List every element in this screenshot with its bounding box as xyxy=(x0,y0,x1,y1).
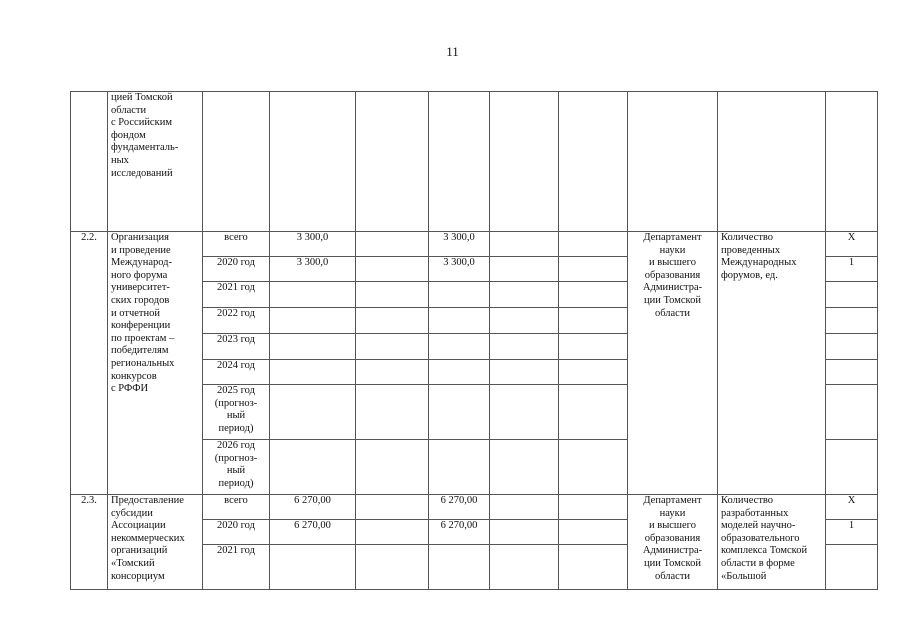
empty-cell xyxy=(826,92,878,232)
empty-cell xyxy=(356,92,429,232)
indicator-cell: Количество разработанных моделей научно- образовательного комплекса Томской области в форме «Большой xyxy=(718,495,826,590)
table-row xyxy=(71,92,878,232)
empty-cell xyxy=(490,282,559,308)
regional-budget-cell xyxy=(429,360,490,385)
empty-cell xyxy=(490,440,559,495)
empty-cell xyxy=(559,385,628,440)
empty-cell xyxy=(490,495,559,520)
empty-cell xyxy=(559,440,628,495)
empty-cell xyxy=(356,440,429,495)
year-cell: 2021 год xyxy=(203,545,270,590)
target-value-cell xyxy=(826,308,878,334)
row-number-cell xyxy=(71,92,108,232)
year-cell: 2023 год xyxy=(203,334,270,360)
empty-cell xyxy=(356,282,429,308)
total-funding-cell xyxy=(270,334,356,360)
year-cell: 2020 год xyxy=(203,257,270,282)
total-funding-cell: 3 300,0 xyxy=(270,257,356,282)
empty-cell xyxy=(559,495,628,520)
row-number-cell: 2.2. xyxy=(71,232,108,495)
department-cell: Департамент науки и высшего образования Администра- ции Томской области xyxy=(628,495,718,590)
empty-cell xyxy=(559,92,628,232)
event-name-cell: Предоставление субсидии Ассоциации некоммерческих организаций «Томский консорциум xyxy=(108,495,203,590)
table-row xyxy=(71,495,878,520)
regional-budget-cell: 6 270,00 xyxy=(429,520,490,545)
budget-table xyxy=(70,91,878,590)
total-funding-cell xyxy=(270,545,356,590)
empty-cell xyxy=(356,232,429,257)
empty-cell xyxy=(429,92,490,232)
empty-cell xyxy=(559,308,628,334)
target-value-cell: X xyxy=(826,232,878,257)
department-cell: Департамент науки и высшего образования Администра- ции Томской области xyxy=(628,232,718,495)
empty-cell xyxy=(356,385,429,440)
year-cell: всего xyxy=(203,495,270,520)
year-cell: 2022 год xyxy=(203,308,270,334)
target-value-cell xyxy=(826,385,878,440)
year-cell: 2020 год xyxy=(203,520,270,545)
empty-cell xyxy=(559,520,628,545)
empty-cell xyxy=(490,334,559,360)
row-number-cell: 2.3. xyxy=(71,495,108,590)
empty-cell xyxy=(559,360,628,385)
total-funding-cell xyxy=(270,308,356,334)
regional-budget-cell xyxy=(429,440,490,495)
target-value-cell: 1 xyxy=(826,520,878,545)
event-name-cell: цией Томской области с Российским фондом фундаменталь- ных исследований xyxy=(108,92,203,232)
empty-cell xyxy=(270,92,356,232)
empty-cell xyxy=(490,232,559,257)
target-value-cell xyxy=(826,440,878,495)
regional-budget-cell: 6 270,00 xyxy=(429,495,490,520)
total-funding-cell xyxy=(270,385,356,440)
table-row xyxy=(71,232,878,257)
target-value-cell: X xyxy=(826,495,878,520)
target-value-cell xyxy=(826,334,878,360)
empty-cell xyxy=(559,282,628,308)
empty-cell xyxy=(718,92,826,232)
empty-cell xyxy=(356,334,429,360)
regional-budget-cell: 3 300,0 xyxy=(429,257,490,282)
total-funding-cell: 6 270,00 xyxy=(270,495,356,520)
regional-budget-cell xyxy=(429,282,490,308)
target-value-cell: 1 xyxy=(826,257,878,282)
year-cell: 2024 год xyxy=(203,360,270,385)
empty-cell xyxy=(356,360,429,385)
empty-cell xyxy=(356,520,429,545)
empty-cell xyxy=(490,545,559,590)
empty-cell xyxy=(490,385,559,440)
empty-cell xyxy=(628,92,718,232)
year-cell: 2026 год (прогноз- ный период) xyxy=(203,440,270,495)
empty-cell xyxy=(356,545,429,590)
total-funding-cell xyxy=(270,282,356,308)
empty-cell xyxy=(356,308,429,334)
total-funding-cell: 3 300,0 xyxy=(270,232,356,257)
regional-budget-cell xyxy=(429,545,490,590)
empty-cell xyxy=(559,257,628,282)
regional-budget-cell xyxy=(429,308,490,334)
empty-cell xyxy=(356,257,429,282)
year-cell: 2025 год (прогноз- ный период) xyxy=(203,385,270,440)
regional-budget-cell: 3 300,0 xyxy=(429,232,490,257)
empty-cell xyxy=(559,545,628,590)
year-cell: всего xyxy=(203,232,270,257)
indicator-cell: Количество проведенных Международных форумов, ед. xyxy=(718,232,826,495)
regional-budget-cell xyxy=(429,385,490,440)
empty-cell xyxy=(356,495,429,520)
target-value-cell xyxy=(826,360,878,385)
page-number: 11 xyxy=(446,44,459,59)
year-cell: 2021 год xyxy=(203,282,270,308)
empty-cell xyxy=(559,334,628,360)
event-name-cell: Организация и проведение Международ- ного форума университет- ских городов и отчетной конференции по проектам – победителям региональных конкурсов с РФФИ xyxy=(108,232,203,495)
regional-budget-cell xyxy=(429,334,490,360)
target-value-cell xyxy=(826,282,878,308)
empty-cell xyxy=(490,308,559,334)
empty-cell xyxy=(490,520,559,545)
empty-cell xyxy=(203,92,270,232)
target-value-cell xyxy=(826,545,878,590)
empty-cell xyxy=(559,232,628,257)
empty-cell xyxy=(490,92,559,232)
total-funding-cell xyxy=(270,360,356,385)
total-funding-cell xyxy=(270,440,356,495)
empty-cell xyxy=(490,257,559,282)
empty-cell xyxy=(490,360,559,385)
total-funding-cell: 6 270,00 xyxy=(270,520,356,545)
